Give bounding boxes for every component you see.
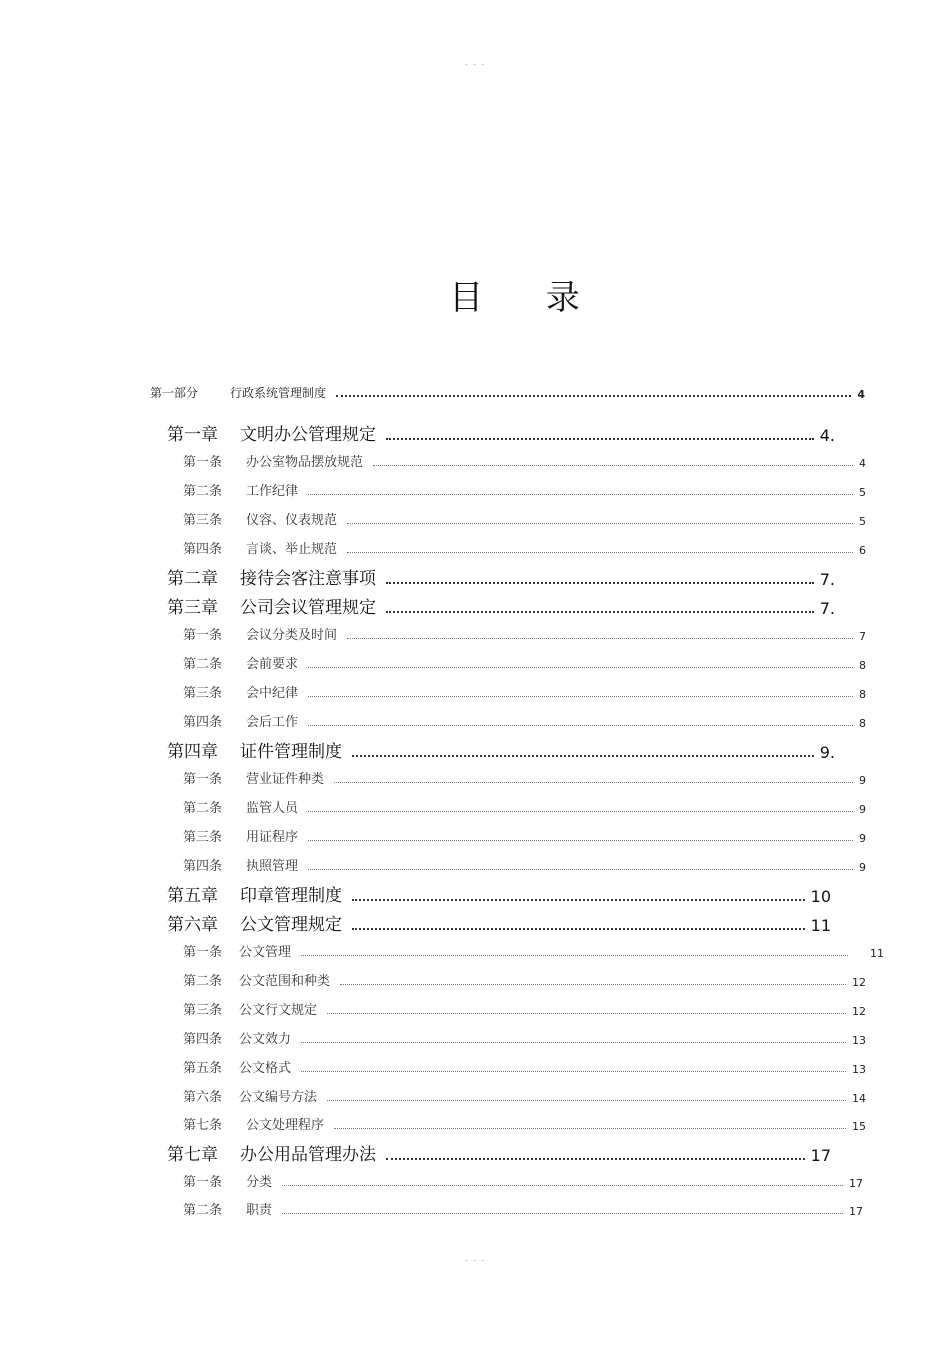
toc-leader-dots [308,811,853,812]
toc-article-row[interactable] [183,509,866,528]
toc-leader-dots [308,667,853,668]
toc-article-number: 第一条 [183,628,223,643]
toc-page-number: 7 [859,630,866,643]
toc-page-number: 9 [859,774,866,787]
toc-chapter-row[interactable] [167,910,831,935]
toc-chapter-label: 印章管理制度 [240,886,342,906]
toc-leader-dots [308,494,853,495]
toc-chapter-number: 第五章 [167,886,218,906]
header-mark: - - - [464,60,486,70]
toc-leader-dots [336,395,851,397]
toc-leader-dots [386,1158,805,1160]
toc-chapter-number: 第四章 [167,742,218,762]
toc-leader-dots [308,725,853,726]
toc-leader-dots [327,1100,846,1101]
toc-chapter-row[interactable] [167,737,835,762]
toc-article-number: 第四条 [183,715,223,730]
toc-article-label: 执照管理 [246,859,299,874]
toc-article-number: 第三条 [183,513,223,528]
toc-article-label: 会后工作 [246,715,299,730]
toc-leader-dots [301,1071,846,1072]
toc-chapter-number: 第三章 [167,598,218,618]
toc-article-number: 第四条 [183,859,223,874]
toc-article-row[interactable] [183,999,866,1018]
toc-article-label: 会议分类及时间 [246,628,338,643]
toc-article-label: 监管人员 [246,801,299,816]
toc-article-number: 第三条 [183,1003,223,1018]
toc-article-row[interactable] [183,826,866,845]
toc-article-number: 第一条 [183,772,223,787]
toc-article-number: 第六条 [183,1090,223,1105]
toc-chapter-row[interactable] [167,881,831,906]
toc-article-row[interactable] [183,1086,866,1105]
toc-chapter-number: 第六章 [167,915,218,935]
toc-article-number: 第二条 [183,1203,223,1218]
toc-article-row[interactable] [183,451,866,470]
toc-page-number: 4. [819,426,835,445]
toc-article-row[interactable] [183,1114,866,1133]
toc-chapter-label: 证件管理制度 [240,742,342,762]
toc-leader-dots [352,755,814,757]
toc-chapter-row[interactable] [167,1140,831,1165]
toc-chapter-label: 接待会客注意事项 [240,569,376,589]
toc-leader-dots [334,782,853,783]
toc-article-label: 公文格式 [239,1061,292,1076]
toc-page-number: 8 [859,717,866,730]
toc-article-label: 用证程序 [246,830,299,845]
toc-chapter-label: 公文管理规定 [240,915,342,935]
toc-leader-dots [308,869,853,870]
toc-page-number: 12 [852,976,866,989]
toc-leader-dots [352,899,805,901]
toc-leader-dots [373,465,853,466]
toc-article-label: 公文编号方法 [239,1090,318,1105]
toc-page-number: 13 [852,1063,866,1076]
toc-article-number: 第三条 [183,686,223,701]
toc-chapter-number: 第二章 [167,569,218,589]
toc-leader-dots [308,840,853,841]
toc-page-number: 9. [819,743,835,762]
toc-leader-dots [308,696,853,697]
toc-page-number: 17 [810,1146,831,1165]
toc-part-row[interactable] [150,384,865,401]
toc-article-label: 工作纪律 [246,484,299,499]
toc-leader-dots [352,928,805,930]
toc-page-number: 7. [819,599,835,618]
toc-article-row[interactable] [183,624,866,643]
toc-article-number: 第二条 [183,801,223,816]
toc-leader-dots [347,552,853,553]
toc-page-number: 4 [859,457,866,470]
toc-leader-dots [327,1013,846,1014]
toc-page-number: 11 [810,916,831,935]
toc-article-row[interactable] [183,480,866,499]
toc-article-label: 会中纪律 [246,686,299,701]
page-title: 目 录 [449,278,606,318]
toc-chapter-row[interactable] [167,420,835,445]
toc-page-number: 8 [859,688,866,701]
toc-part-number: 第一部分 [150,386,199,400]
toc-part-label: 行政系统管理制度 [230,386,327,400]
toc-leader-dots [386,438,814,440]
toc-article-label: 公文行文规定 [239,1003,318,1018]
toc-leader-dots [347,638,853,639]
toc-page-number: 9 [859,803,866,816]
toc-article-label: 仪容、仪表规范 [246,513,338,528]
toc-page-number: 15 [852,1120,866,1133]
toc-article-row[interactable] [183,768,866,787]
toc-article-label: 言谈、举止规范 [246,542,338,557]
toc-article-row[interactable] [183,1199,863,1218]
toc-article-row[interactable] [183,653,866,672]
toc-page-number: 4 [857,388,865,401]
toc-article-row[interactable] [183,1028,866,1047]
toc-page-number: 17 [849,1177,863,1190]
toc-leader-dots [386,582,814,584]
toc-chapter-row[interactable] [167,593,835,618]
toc-article-number: 第一条 [183,1175,223,1190]
toc-page-number: 9 [859,832,866,845]
toc-leader-dots [386,611,814,613]
toc-article-row[interactable] [183,1171,863,1190]
toc-article-row[interactable] [183,970,866,989]
toc-page-number: 8 [859,659,866,672]
toc-page-number: 12 [852,1005,866,1018]
toc-article-label: 公文管理 [239,945,292,960]
toc-article-number: 第二条 [183,657,223,672]
toc-page-number: 17 [849,1205,863,1218]
toc-article-label: 营业证件种类 [246,772,325,787]
toc-article-number: 第七条 [183,1118,223,1133]
toc-chapter-number: 第一章 [167,425,218,445]
toc-article-row[interactable] [183,1057,866,1076]
toc-leader-dots [282,1213,843,1214]
toc-article-label: 公文效力 [239,1032,292,1047]
toc-chapter-label: 公司会议管理规定 [240,598,376,618]
toc-article-row[interactable] [183,711,866,730]
toc-article-number: 第二条 [183,974,223,989]
toc-page-number: 5 [859,515,866,528]
toc-leader-dots [334,1128,846,1129]
toc-article-number: 第一条 [183,945,223,960]
toc-article-row[interactable] [183,682,866,701]
toc-leader-dots [347,523,853,524]
toc-article-label: 公文范围和种类 [239,974,331,989]
toc-article-number: 第二条 [183,484,223,499]
toc-article-number: 第一条 [183,455,223,470]
toc-chapter-label: 文明办公管理规定 [240,425,376,445]
toc-chapter-row[interactable] [167,564,835,589]
toc-page-number: 9 [859,861,866,874]
toc-leader-dots [340,984,846,985]
toc-article-number: 第五条 [183,1061,223,1076]
toc-article-number: 第四条 [183,542,223,557]
toc-article-label: 会前要求 [246,657,299,672]
toc-article-row[interactable] [183,855,866,874]
toc-article-row[interactable] [183,941,884,960]
toc-article-label: 公文处理程序 [246,1118,325,1133]
toc-page-number: 10 [810,887,831,906]
toc-leader-dots [301,1042,846,1043]
toc-leader-dots [282,1185,843,1186]
toc-chapter-number: 第七章 [167,1145,218,1165]
toc-article-row[interactable] [183,797,866,816]
toc-page-number: 14 [852,1092,866,1105]
toc-article-label: 分类 [246,1175,273,1190]
toc-page-number: 7. [819,570,835,589]
footer-mark: - - - [464,1256,486,1266]
toc-article-number: 第四条 [183,1032,223,1047]
toc-article-number: 第三条 [183,830,223,845]
toc-leader-dots [301,955,848,956]
toc-page-number: 13 [852,1034,866,1047]
toc-article-label: 职责 [246,1203,273,1218]
toc-article-label: 办公室物品摆放规范 [246,455,364,470]
toc-page-number: 6 [859,544,866,557]
toc-article-row[interactable] [183,538,866,557]
toc-page-number: 11 [870,947,884,960]
toc-page-number: 5 [859,486,866,499]
toc-chapter-label: 办公用品管理办法 [240,1145,376,1165]
